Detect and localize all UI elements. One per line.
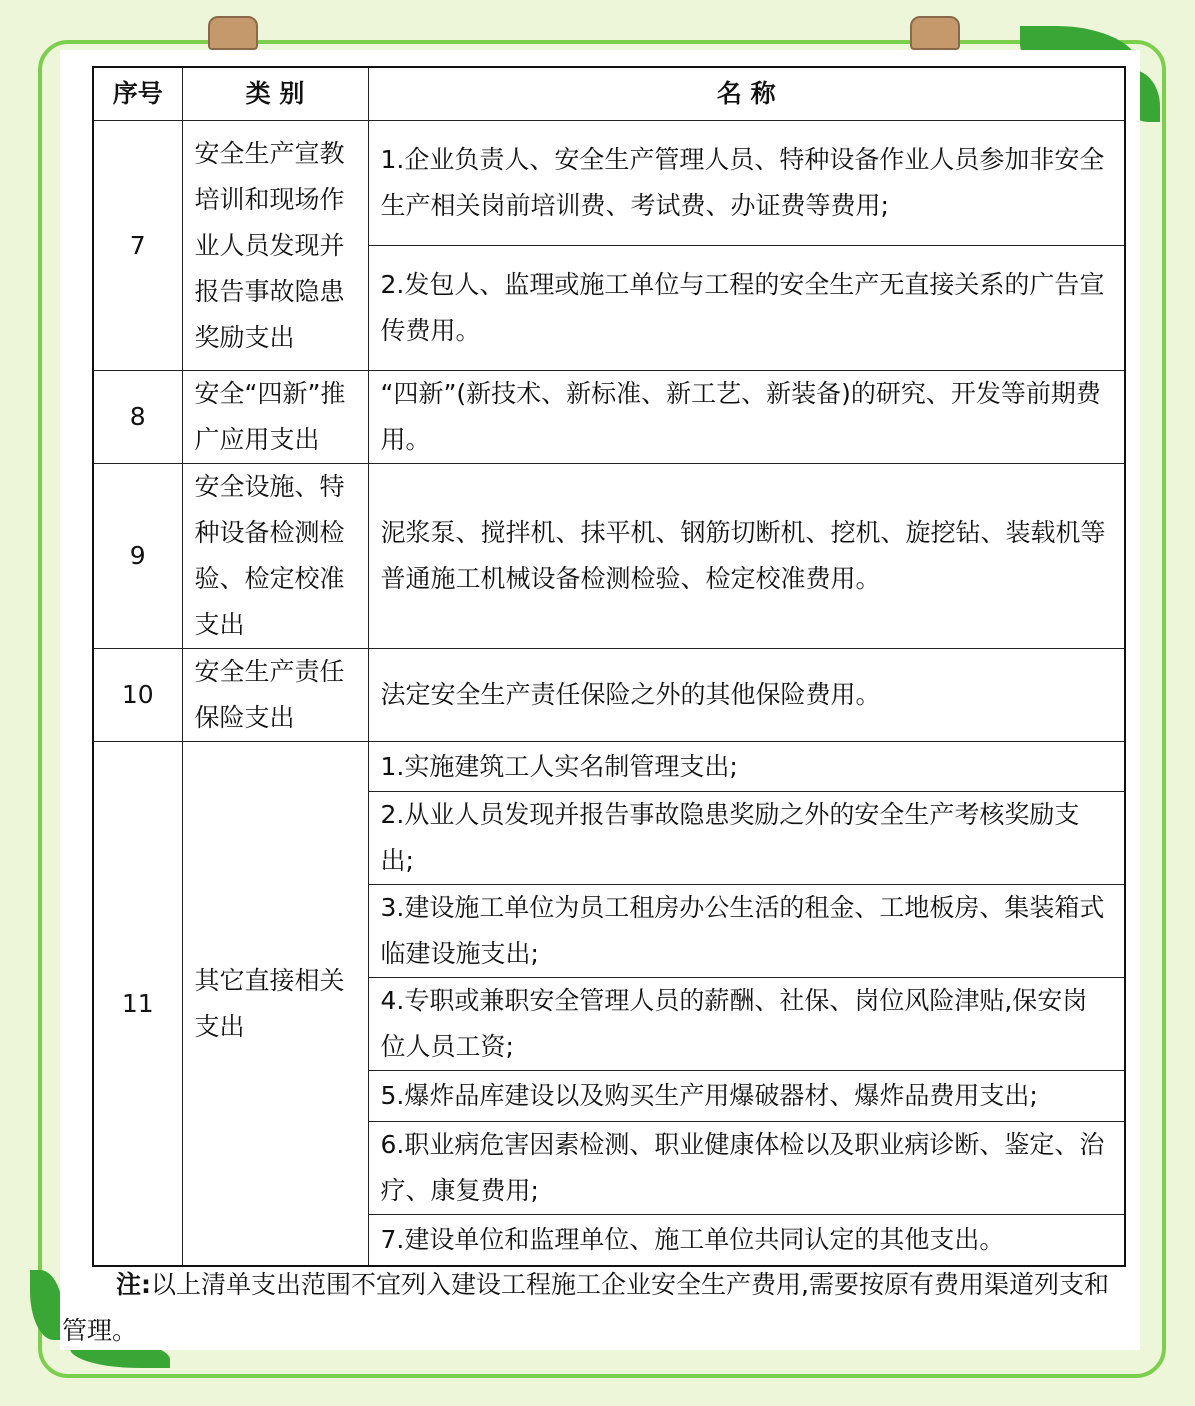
header-category: 类 别 (182, 67, 368, 121)
row-item: 泥浆泵、搅拌机、抹平机、钢筋切断机、挖机、旋挖钻、装载机等普通施工机械设备检测检验、检定校准费用。 (368, 464, 1125, 649)
row-number: 10 (93, 649, 182, 742)
row-number: 7 (93, 121, 182, 371)
table-row (93, 742, 1125, 792)
row-item: 5.爆炸品库建设以及购买生产用爆破器材、爆炸品费用支出; (368, 1071, 1125, 1122)
row-item: 4.专职或兼职安全管理人员的薪酬、社保、岗位风险津贴,保安岗位人员工资; (368, 978, 1125, 1071)
row-number: 11 (93, 742, 182, 1267)
row-item: 法定安全生产责任保险之外的其他保险费用。 (368, 649, 1125, 742)
row-item: “四新”(新技术、新标准、新工艺、新装备)的研究、开发等前期费用。 (368, 371, 1125, 464)
table-row (93, 464, 1125, 649)
row-category: 安全设施、特种设备检测检验、检定校准支出 (182, 464, 368, 649)
row-item: 6.职业病危害因素检测、职业健康体检以及职业病诊断、鉴定、治疗、康复费用; (368, 1122, 1125, 1215)
row-category: 其它直接相关支出 (182, 742, 368, 1267)
row-item: 3.建设施工单位为员工租房办公生活的租金、工地板房、集装箱式临建设施支出; (368, 885, 1125, 978)
row-number: 9 (93, 464, 182, 649)
row-item: 7.建设单位和监理单位、施工单位共同认定的其他支出。 (368, 1215, 1125, 1267)
table-header-row (93, 67, 1125, 121)
footnote-text: 以上清单支出范围不宜列入建设工程施工企业安全生产费用,需要按原有费用渠道列支和管理。 (62, 1270, 1109, 1345)
footnote-label: 注: (116, 1270, 151, 1299)
row-category: 安全生产宣教培训和现场作业人员发现并报告事故隐患奖励支出 (182, 121, 368, 371)
row-item: 1.企业负责人、安全生产管理人员、特种设备作业人员参加非安全生产相关岗前培训费、考试费、办证费等费用; (368, 121, 1125, 246)
row-item: 2.发包人、监理或施工单位与工程的安全生产无直接关系的广告宣传费用。 (368, 246, 1125, 371)
row-category: 安全“四新”推广应用支出 (182, 371, 368, 464)
header-name: 名 称 (368, 67, 1125, 121)
pin-decoration (910, 16, 960, 50)
expense-table (92, 66, 1126, 1267)
table-row (93, 121, 1125, 246)
table-row (93, 371, 1125, 464)
row-number: 8 (93, 371, 182, 464)
row-category: 安全生产责任保险支出 (182, 649, 368, 742)
row-item: 2.从业人员发现并报告事故隐患奖励之外的安全生产考核奖励支出; (368, 792, 1125, 885)
pin-decoration (208, 16, 258, 50)
table-row (93, 649, 1125, 742)
row-item: 1.实施建筑工人实名制管理支出; (368, 742, 1125, 792)
header-num: 序号 (93, 67, 182, 121)
footnote (62, 1262, 1122, 1354)
